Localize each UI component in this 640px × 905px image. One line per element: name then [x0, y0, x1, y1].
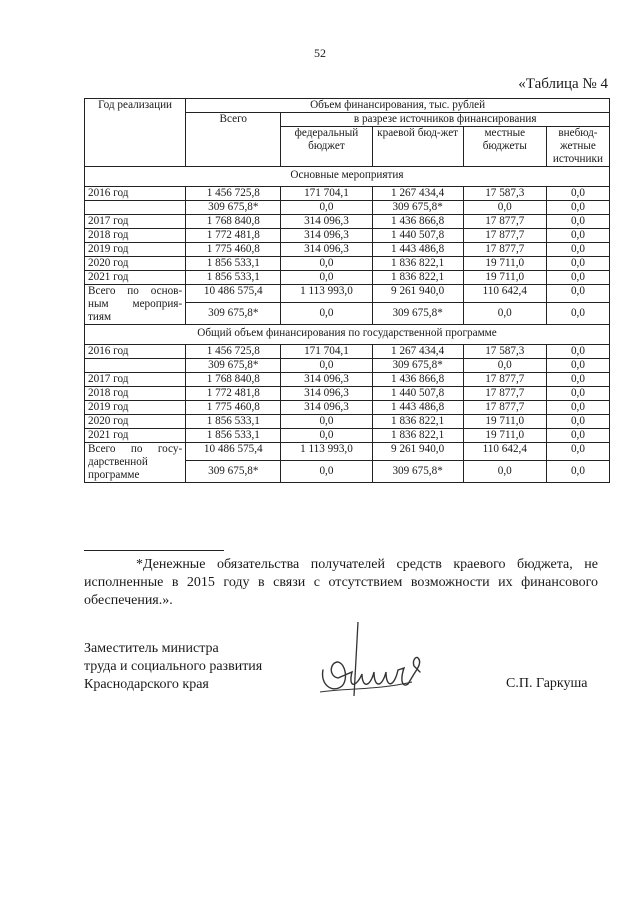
footnote-separator [84, 550, 224, 551]
total-label-line: ным мероприя- [88, 298, 183, 310]
regional-cell: 1 836 822,1 [372, 257, 463, 271]
table-row [85, 345, 610, 359]
table-row [85, 201, 610, 215]
extra-cell: 0,0 [546, 443, 609, 461]
table-row [85, 243, 610, 257]
year-cell: 2021 год [85, 429, 186, 443]
table-row [85, 401, 610, 415]
local-cell: 0,0 [463, 460, 546, 483]
header-extra: внебюд-жетные источники [546, 127, 609, 167]
total-label [85, 443, 186, 483]
table-header-row [85, 99, 610, 113]
federal-cell: 314 096,3 [281, 373, 372, 387]
extra-cell: 0,0 [546, 302, 609, 325]
header-regional: краевой бюд-жет [372, 127, 463, 167]
year-cell: 2017 год [85, 215, 186, 229]
total-label-line: Всего по госу- [88, 443, 183, 455]
local-cell: 17 877,7 [463, 243, 546, 257]
federal-cell: 1 113 993,0 [281, 443, 372, 461]
regional-cell: 1 440 507,8 [372, 229, 463, 243]
regional-cell: 309 675,8* [372, 460, 463, 483]
table-row [85, 215, 610, 229]
year-cell: 2017 год [85, 373, 186, 387]
header-volume: Объем финансирования, тыс. рублей [186, 99, 610, 113]
federal-cell: 0,0 [281, 257, 372, 271]
extra-cell: 0,0 [546, 243, 609, 257]
year-cell: 2018 год [85, 387, 186, 401]
section-title: Общий объем финансирования по государственной программе [85, 325, 610, 345]
section-title: Основные мероприятия [85, 167, 610, 187]
federal-cell: 0,0 [281, 271, 372, 285]
federal-cell: 1 113 993,0 [281, 285, 372, 303]
federal-cell: 0,0 [281, 201, 372, 215]
local-cell: 110 642,4 [463, 285, 546, 303]
total-cell: 1 856 533,1 [186, 271, 281, 285]
total-cell: 1 768 840,8 [186, 373, 281, 387]
federal-cell: 171 704,1 [281, 345, 372, 359]
total-cell: 309 675,8* [186, 302, 281, 325]
regional-cell: 309 675,8* [372, 359, 463, 373]
extra-cell: 0,0 [546, 271, 609, 285]
total-cell: 1 456 725,8 [186, 345, 281, 359]
total-cell: 10 486 575,4 [186, 285, 281, 303]
year-cell [85, 201, 186, 215]
table-caption: «Таблица № 4 [518, 76, 608, 92]
year-cell: 2019 год [85, 401, 186, 415]
federal-cell: 314 096,3 [281, 401, 372, 415]
footnote: *Денежные обязательства получателей средств краевого бюджета, не исполненные в 2015 году в связи с отсутствием возможности их финансового обеспечения.». [84, 557, 598, 608]
extra-cell: 0,0 [546, 373, 609, 387]
federal-cell: 0,0 [281, 359, 372, 373]
total-cell: 1 856 533,1 [186, 257, 281, 271]
year-cell: 2018 год [85, 229, 186, 243]
local-cell: 19 711,0 [463, 429, 546, 443]
table-row [85, 373, 610, 387]
regional-cell: 1 443 486,8 [372, 243, 463, 257]
regional-cell: 1 436 866,8 [372, 373, 463, 387]
local-cell: 17 877,7 [463, 229, 546, 243]
total-label-line: Всего по основ- [88, 285, 183, 297]
table-total-row [85, 443, 610, 461]
regional-cell: 1 443 486,8 [372, 401, 463, 415]
regional-cell: 1 267 434,4 [372, 187, 463, 201]
total-cell: 1 772 481,8 [186, 229, 281, 243]
table-total-row [85, 285, 610, 303]
local-cell: 110 642,4 [463, 443, 546, 461]
signatory-position-line: Заместитель министра [84, 641, 219, 656]
federal-cell: 0,0 [281, 429, 372, 443]
year-cell: 2016 год [85, 187, 186, 201]
year-cell: 2016 год [85, 345, 186, 359]
table-row [85, 257, 610, 271]
regional-cell: 1 836 822,1 [372, 415, 463, 429]
local-cell: 17 877,7 [463, 387, 546, 401]
handwritten-signature [318, 618, 428, 708]
local-cell: 17 587,3 [463, 187, 546, 201]
extra-cell: 0,0 [546, 285, 609, 303]
total-label [85, 285, 186, 325]
federal-cell: 0,0 [281, 302, 372, 325]
total-cell: 10 486 575,4 [186, 443, 281, 461]
financing-table [84, 98, 610, 483]
total-label-line: программе [88, 469, 140, 481]
federal-cell: 314 096,3 [281, 229, 372, 243]
header-by-sources: в разрезе источников финансирования [281, 113, 610, 127]
federal-cell: 314 096,3 [281, 243, 372, 257]
signatory-position-line: труда и социального развития [84, 659, 263, 674]
header-local: местные бюджеты [463, 127, 546, 167]
table-row [85, 187, 610, 201]
signatory-position [84, 640, 262, 694]
local-cell: 19 711,0 [463, 415, 546, 429]
local-cell: 17 877,7 [463, 373, 546, 387]
local-cell: 19 711,0 [463, 257, 546, 271]
regional-cell: 309 675,8* [372, 302, 463, 325]
year-cell: 2021 год [85, 271, 186, 285]
table-row [85, 429, 610, 443]
total-cell: 1 772 481,8 [186, 387, 281, 401]
regional-cell: 9 261 940,0 [372, 285, 463, 303]
total-cell: 1 775 460,8 [186, 401, 281, 415]
local-cell: 17 587,3 [463, 345, 546, 359]
total-label-line: тиям [88, 311, 112, 323]
total-cell: 309 675,8* [186, 201, 281, 215]
extra-cell: 0,0 [546, 415, 609, 429]
table-row [85, 387, 610, 401]
federal-cell: 0,0 [281, 415, 372, 429]
year-cell: 2019 год [85, 243, 186, 257]
extra-cell: 0,0 [546, 257, 609, 271]
extra-cell: 0,0 [546, 460, 609, 483]
extra-cell: 0,0 [546, 345, 609, 359]
local-cell: 17 877,7 [463, 401, 546, 415]
signatory-position-line: Краснодарского края [84, 677, 209, 692]
table-row [85, 271, 610, 285]
local-cell: 0,0 [463, 201, 546, 215]
federal-cell: 171 704,1 [281, 187, 372, 201]
total-cell: 309 675,8* [186, 359, 281, 373]
total-label-line: дарственной [88, 456, 148, 468]
extra-cell: 0,0 [546, 387, 609, 401]
year-cell: 2020 год [85, 257, 186, 271]
page-number: 52 [314, 46, 326, 60]
extra-cell: 0,0 [546, 201, 609, 215]
extra-cell: 0,0 [546, 229, 609, 243]
regional-cell: 9 261 940,0 [372, 443, 463, 461]
signatory-name: С.П. Гаркуша [506, 676, 588, 691]
section-title-row [85, 167, 610, 187]
regional-cell: 309 675,8* [372, 201, 463, 215]
regional-cell: 1 267 434,4 [372, 345, 463, 359]
header-federal: федеральный бюджет [281, 127, 372, 167]
federal-cell: 0,0 [281, 460, 372, 483]
extra-cell: 0,0 [546, 187, 609, 201]
regional-cell: 1 440 507,8 [372, 387, 463, 401]
year-cell: 2020 год [85, 415, 186, 429]
header-year: Год реализации [85, 99, 186, 167]
total-cell: 1 856 533,1 [186, 429, 281, 443]
regional-cell: 1 436 866,8 [372, 215, 463, 229]
table-row [85, 415, 610, 429]
local-cell: 0,0 [463, 359, 546, 373]
extra-cell: 0,0 [546, 215, 609, 229]
year-cell [85, 359, 186, 373]
header-total: Всего [186, 113, 281, 167]
extra-cell: 0,0 [546, 401, 609, 415]
regional-cell: 1 836 822,1 [372, 429, 463, 443]
extra-cell: 0,0 [546, 429, 609, 443]
total-cell: 1 768 840,8 [186, 215, 281, 229]
table-row [85, 229, 610, 243]
table-row [85, 359, 610, 373]
federal-cell: 314 096,3 [281, 215, 372, 229]
total-cell: 1 775 460,8 [186, 243, 281, 257]
total-cell: 1 856 533,1 [186, 415, 281, 429]
section-title-row [85, 325, 610, 345]
local-cell: 19 711,0 [463, 271, 546, 285]
federal-cell: 314 096,3 [281, 387, 372, 401]
total-cell: 1 456 725,8 [186, 187, 281, 201]
extra-cell: 0,0 [546, 359, 609, 373]
local-cell: 0,0 [463, 302, 546, 325]
local-cell: 17 877,7 [463, 215, 546, 229]
regional-cell: 1 836 822,1 [372, 271, 463, 285]
total-cell: 309 675,8* [186, 460, 281, 483]
